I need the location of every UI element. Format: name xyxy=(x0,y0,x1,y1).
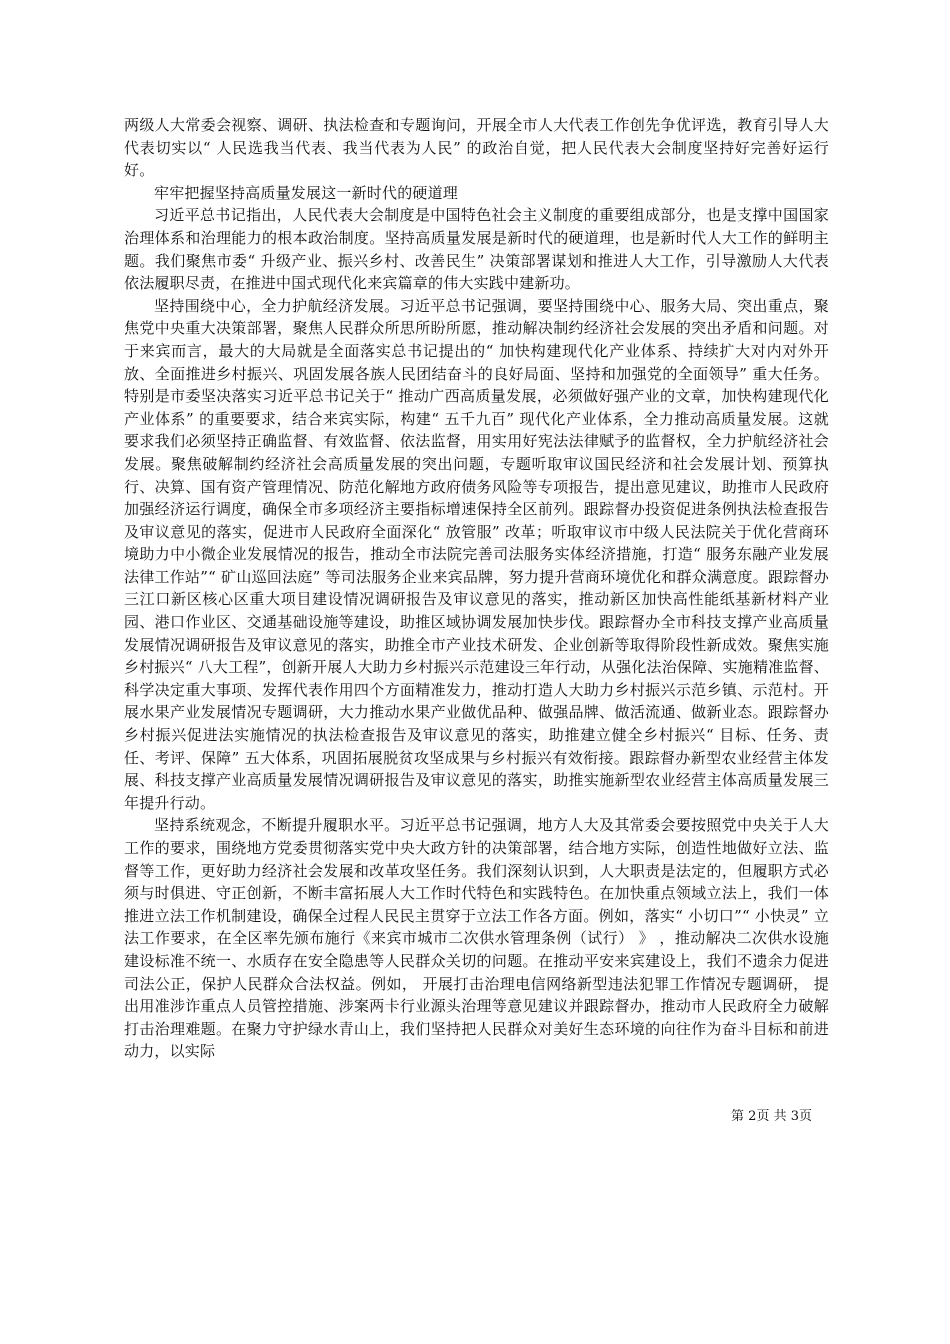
paragraph: 习近平总书记指出，人民代表大会制度是中国特色社会主义制度的重要组成部分，也是支撑中国国家治理体系和治理能力的根本政治制度。坚持高质量发展是新时代的硬道理，也是新时代人大工作的鲜明主题。我们聚焦市委“ 升级产业、振兴乡村、改善民生” 决策部署谋划和推进人大工作，引导激励人大代表依法履职尽责，在推进中国式现代化来宾篇章的伟大实践中建新功。 xyxy=(124,206,829,293)
document-body xyxy=(124,114,829,1063)
paragraph: 坚持围绕中心，全力护航经济发展。习近平总书记强调，要坚持围绕中心、服务大局、突出重点，聚焦党中央重大决策部署，聚焦人民群众所思所盼所愿，推动解决制约经济社会发展的突出矛盾和问题。对于来宾而言，最大的大局就是全面落实总书记提出的“ 加快构建现代化产业体系、持续扩大对内对外开放、全面推进乡村振兴、巩固发展各族人民团结奋斗的良好局面、坚持和加强党的全面领导” 重大任务。特别是市委坚决落实习近平总书记关于“ 推动广西高质量发展，必须做好强产业的文章，加快构建现代化产业体系” 的重要要求，结合来宾实际，构建“ 五千九百” 现代化产业体系，全力推动高质量发展。这就要求我们必须坚持正确监督、有效监督、依法监督，用实用好宪法法律赋予的监督权，全力护航经济社会发展。聚焦破解制约经济社会高质量发展的突出问题，专题听取审议国民经济和社会发展计划、预算执行、决算、国有资产管理情况、防范化解地方政府债务风险等专项报告，提出意见建议，助推市人民政府加强经济运行调度，确保全市多项经济主要指标增速保持全区前列。跟踪督办投资促进条例执法检查报告及审议意见的落实，促进市人民政府全面深化“ 放管服” 改革；听取审议市中级人民法院关于优化营商环境助力中小微企业发展情况的报告，推动全市法院完善司法服务实体经济措施，打造“ 服务东融产业发展法律工作站”“ 矿山巡回法庭” 等司法服务企业来宾品牌，努力提升营商环境优化和群众满意度。跟踪督办三江口新区核心区重大项目建设情况调研报告及审议意见的落实，推动新区加快高性能纸基新材料产业园、港口作业区、交通基础设施等建设，助推区域协调发展加快步伐。跟踪督办全市科技支撑产业高质量发展情况调研报告及审议意见的落实，助推全市产业技术研发、企业创新等取得阶段性新成效。聚焦实施乡村振兴“ 八大工程”，创新开展人大助力乡村振兴示范建设三年行动，从强化法治保障、实施精准监督、科学决定重大事项、发挥代表作用四个方面精准发力，推动打造人大助力乡村振兴示范乡镇、示范村。开展水果产业发展情况专题调研，大力推动水果产业做优品种、做强品牌、做活流通、做新业态。跟踪督办乡村振兴促进法实施情况的执法检查报告及审议意见的落实，助推建立健全乡村振兴“ 目标、任务、责任、考评、保障” 五大体系，巩固拓展脱贫攻坚成果与乡村振兴有效衔接。跟踪督办新型农业经营主体发展、科技支撑产业高质量发展情况调研报告及审议意见的落实，助推实施新型农业经营主体高质量发展三年提升行动。 xyxy=(124,296,829,812)
page-number: 第 2页 共 3页 xyxy=(731,1109,812,1124)
section-heading: 牢牢把握坚持高质量发展这一新时代的硬道理 xyxy=(154,183,459,202)
paragraph-continuation: 两级人大常委会视察、调研、执法检查和专题询问，开展全市人大代表工作创先争优评选，教育引导人大代表切实以“ 人民选我当代表、我当代表为人民” 的政治自觉，把人民代表大会制度坚持好完善好运行好。 xyxy=(124,116,829,180)
paragraph: 坚持系统观念，不断提升履职水平。习近平总书记强调，地方人大及其常委会要按照党中央关于人大工作的要求，围绕地方党委贯彻落实党中央大政方针的决策部署，结合地方实际，创造性地做好立法、监督等工作，更好助力经济社会发展和改革攻坚任务。我们深刻认识到，人大职责是法定的，但履职方式必须与时俱进、守正创新，不断丰富拓展人大工作时代特色和实践特色。在加快重点领域立法上，我们一体推进立法工作机制建设，确保全过程人民民主贯穿于立法工作各方面。例如，落实“ 小切口”“ 小快灵” 立法工作要求，在全区率先颁布施行《来宾市城市二次供水管理条例（试行） 》 ，推动解决二次供水设施建设标准不统一、水质存在安全隐患等人民群众关切的问题。在推动平安来宾建设上，我们不遗余力促进司法公正，保护人民群众合法权益。例如， 开展打击治理电信网络新型违法犯罪工作情况专题调研， 提出用准涉诈重点人员管控措施、涉案两卡行业源头治理等意见建议并跟踪督办，推动市人民政府全力破解打击治理难题。在聚力守护绿水青山上，我们坚持把人民群众对美好生态环境的向往作为奋斗目标和前进动力，以实际 xyxy=(124,816,829,1061)
